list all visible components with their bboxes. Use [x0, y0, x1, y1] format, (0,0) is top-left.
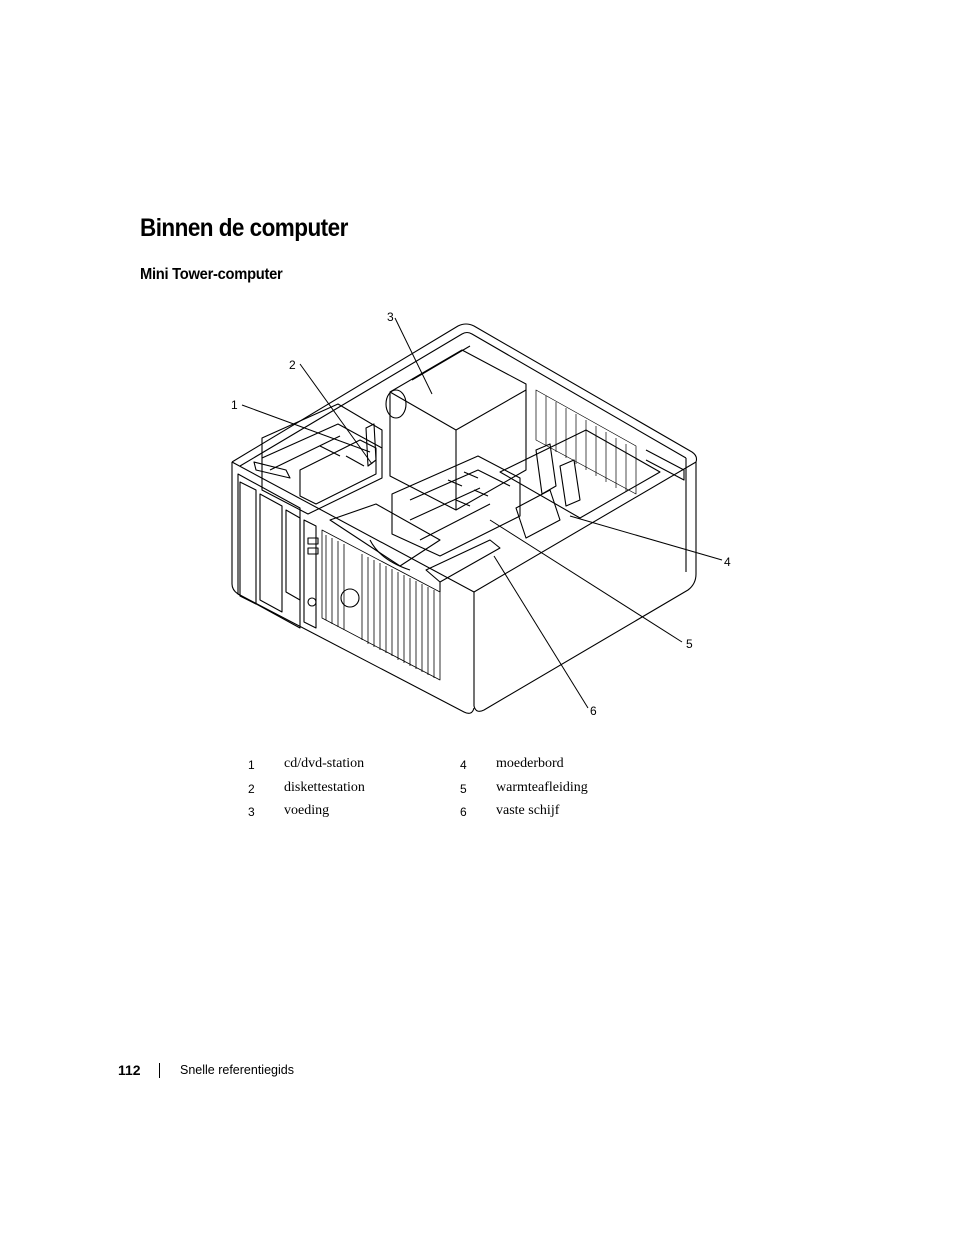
front-grille	[322, 530, 440, 680]
legend-label: cd/dvd-station	[284, 756, 365, 771]
callout-5: 5	[686, 637, 693, 651]
legend-number: 1	[248, 758, 255, 772]
legend-label: vaste schijf	[496, 803, 560, 818]
front-bay-1	[240, 482, 256, 604]
chassis-top-rim	[232, 324, 697, 462]
footer-doc-title: Snelle referentiegids	[180, 1063, 294, 1077]
callout-6: 6	[590, 704, 597, 718]
expansion-slot-1	[536, 444, 556, 494]
legend-label: warmteafleiding	[496, 780, 588, 795]
memory-slot	[516, 490, 560, 538]
callout-leaders	[242, 318, 722, 708]
legend-number: 3	[248, 805, 255, 819]
chassis-right-side	[474, 462, 696, 711]
page-title: Binnen de computer	[140, 214, 348, 242]
legend-label: diskettestation	[284, 780, 365, 795]
callout-4: 4	[724, 555, 731, 569]
legend-number: 5	[460, 782, 467, 796]
front-bay-3	[286, 510, 300, 600]
legend-label: voeding	[284, 803, 330, 818]
callout-3: 3	[387, 310, 394, 324]
callout-1: 1	[231, 398, 238, 412]
section-title: Mini Tower-computer	[140, 266, 283, 283]
page-number: 112	[118, 1062, 141, 1078]
power-button	[308, 598, 316, 606]
callout-2: 2	[289, 358, 296, 372]
legend-label: moederbord	[496, 756, 564, 771]
hard-drive	[426, 540, 500, 582]
rear-fan	[386, 390, 406, 418]
legend-number: 2	[248, 782, 255, 796]
expansion-slot-2	[560, 460, 580, 506]
legend-number: 6	[460, 805, 467, 819]
legend-number: 4	[460, 758, 467, 772]
front-bay-2	[260, 494, 282, 612]
chassis-front-face	[232, 462, 474, 713]
rear-vents	[536, 390, 636, 494]
footer-divider	[159, 1063, 160, 1078]
